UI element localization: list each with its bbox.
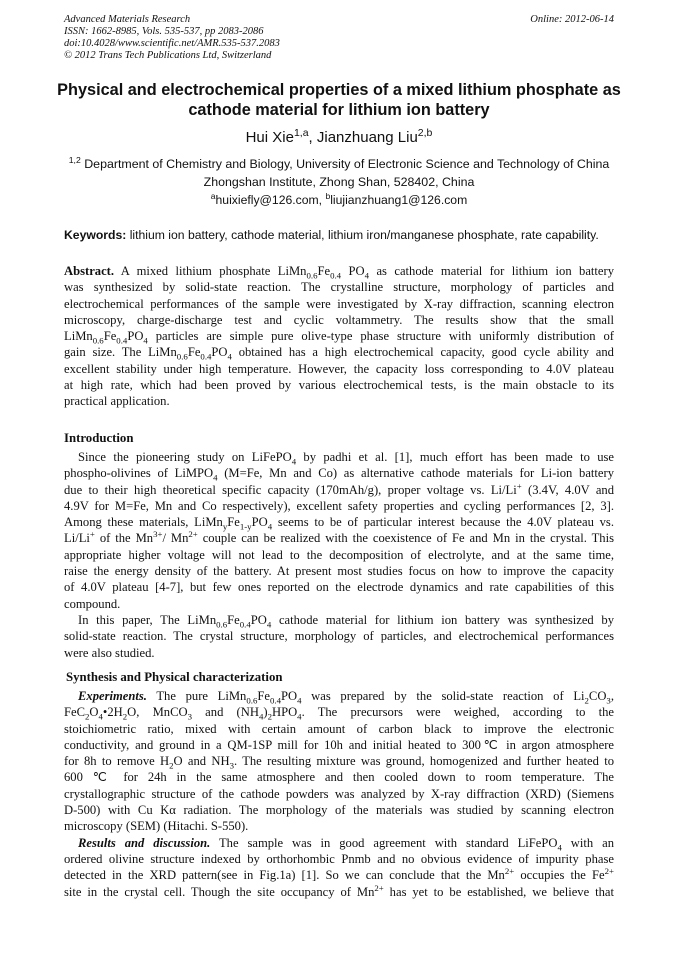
authors: Hui Xie$^{1,a}$, Jianzhuang Liu$^{2,b}$ — [245, 127, 433, 146]
text-line — [64, 361, 614, 377]
text-line — [64, 449, 614, 465]
line-text: raise the energy density of the battery. At present most studies focus on how to improve the capacity — [64, 564, 614, 579]
text-line — [64, 867, 614, 883]
text-line — [64, 393, 614, 409]
doi: doi:10.4028/www.scientific.net/AMR.535-537.2083 — [64, 38, 280, 49]
line-text: solid-state reaction. The crystal structure, morphology of particles, and electrochemical performances — [64, 629, 614, 644]
text-line — [64, 482, 614, 498]
line-text: due to their high theoretical specific capacity (170mAh/g), proper voltage vs. Li/Li+ (3.4V, 4.0V and — [64, 480, 615, 497]
text-line — [64, 579, 614, 595]
text-line — [64, 377, 614, 393]
text-line — [64, 263, 614, 279]
text-line — [64, 296, 614, 312]
line-text: ordered olivine structure indexed by orthorhombic Pnmb and no obvious evidence of impurity phase — [64, 851, 614, 866]
line-text: practical application. — [64, 394, 170, 409]
line-text: microscopy, charge-discharge test and cyclic voltammetry. The results show that the small — [64, 312, 614, 327]
section-heading: Synthesis and Physical characterization — [66, 670, 283, 684]
text-line — [64, 704, 614, 720]
line-text: The pure $LiMn_{0.6}Fe_{0.4}PO_4$ was prepared by the solid-state reaction of $Li_2CO_3$, — [146, 689, 614, 706]
text-line — [64, 547, 614, 563]
text-line — [64, 530, 614, 546]
text-line — [64, 835, 614, 851]
line-text: detected in the XRD pattern(see in Fig.1a) [1]. So we can conclude that the $Mn^{2+}$ occupies the $Fe^{2+}$ — [64, 866, 614, 883]
affiliation — [50, 155, 628, 191]
text-line — [64, 465, 614, 481]
text-line — [64, 884, 614, 900]
text-line — [64, 769, 614, 785]
line-text: microscopy (SEM) (Hitachi. S-550). — [64, 819, 249, 834]
line-text: gain size. The $LiMn_{0.6}Fe_{0.4}PO_4$ obtained has a high electrochemical capacity, good cycle ability and — [64, 345, 614, 362]
line-text: D-500) with Cu Kα radiation. The morphology of the materials was studied by scanning electron — [64, 803, 614, 818]
paragraph-label: Results and discussion. — [78, 835, 211, 850]
text-line — [64, 737, 614, 753]
publication-info — [64, 14, 280, 62]
line-text: 600 ℃ for 24h in the same atmosphere and then cooled down to room temperature. The — [64, 770, 614, 785]
text-line — [64, 498, 614, 514]
issn: ISSN: 1662-8985, Vols. 535-537, pp 2083-2086 — [64, 26, 264, 37]
text-line — [64, 596, 614, 612]
text-line — [64, 279, 614, 295]
text-line — [64, 688, 614, 704]
text-line — [64, 563, 614, 579]
text-line — [64, 612, 614, 628]
line-text: Since the pioneering study on LiFePO$_4$ by padhi et al. [1], much effort has been made to use — [78, 450, 615, 467]
line-text: of 4.0V plateau [4-7], but few ones reported on the electrode dynamics and rate capabilities of this — [64, 580, 614, 595]
line-text: stoichiometric ratio, mixed with certain amount of carbon black to improve the electronic — [64, 721, 614, 736]
copyright: © 2012 Trans Tech Publications Ltd, Switzerland — [64, 50, 272, 61]
text-line — [64, 802, 614, 818]
line-text: site in the crystal cell. Though the site occupancy of $Mn^{2+}$ has yet to be established, we believe that — [64, 882, 614, 899]
text-line — [64, 514, 614, 530]
keywords-label: Keywords: — [64, 228, 127, 242]
line-text: compound. — [64, 596, 121, 611]
line-text: was synthesized by solid-state reaction. The crystalline structure, morphology of particles and — [64, 280, 614, 295]
text-line — [64, 628, 614, 644]
paper-title — [50, 80, 628, 120]
keywords-text: lithium ion battery, cathode material, lithium iron/manganese phosphate, rate capability. — [126, 228, 599, 242]
line-text: A mixed lithium phosphate $LiMn_{0.6}Fe_{0.4}$ $PO_4$ as cathode material for lithium ion battery — [114, 264, 615, 281]
line-text: at high rate, which had been proved by various electrochemical tests, is the main obstacle to its — [64, 378, 614, 393]
text-line — [64, 753, 614, 769]
title-line: Physical and electrochemical properties of a mixed lithium phosphate as — [57, 81, 621, 99]
line-text: crystallographic structure of the cathode powders was analyzed by X-ray diffraction (XRD) (Siemens — [64, 786, 614, 801]
paragraph-label: Abstract. — [64, 264, 115, 278]
paragraph-label: Experiments. — [78, 689, 147, 703]
title-line: cathode material for lithium ion battery — [188, 101, 490, 119]
online-date: Online: 2012-06-14 — [530, 14, 614, 25]
text-line — [64, 851, 614, 867]
line-text: phospho-olivines of LiMPO$_4$ (M=Fe, Mn and Co) as alternative cathode materials for Li-ion battery — [64, 466, 615, 483]
line-text: conductivity, and ground in a QM-1SP mill for 10h and initial heated to 300℃ in argon atmosphere — [64, 737, 614, 752]
line-text: excellent stability under high temperature. However, the capacity loss corresponding to 4.0V plateau — [64, 361, 614, 376]
affiliation-line: Zhongshan Institute, Zhong Shan, 528402, China — [203, 175, 475, 189]
text-line — [64, 818, 614, 834]
line-text: were also studied. — [64, 645, 155, 660]
line-text: electrochemical performances of the sample were investigated by X-ray diffraction, scanning electron — [64, 296, 614, 311]
section-heading: Introduction — [64, 431, 134, 445]
introduction-section — [64, 430, 614, 661]
text-line — [64, 786, 614, 802]
synthesis-section — [66, 669, 614, 688]
line-text: 4.9V for M=Fe, Mn and Co respectively), excellent safety properties and cycling performances [2, 3]. — [64, 498, 614, 513]
line-text: The sample was in good agreement with standard LiFePO$_4$ with an — [210, 835, 614, 853]
text-line — [64, 344, 614, 360]
line-text: Li/Li+ of the $Mn^{3+}/$ $Mn^{2+}$ couple can be realized with the coexistence of Fe and Mn in the crystal. This — [64, 529, 614, 546]
affiliation-line: $^{1,2}$ Department of Chemistry and Biology, University of Electronic Science and Technology of China — [68, 154, 610, 171]
line-text: $FeC_2O_4•2H_2O$, MnCO$_3$ and $(NH_4)_2HPO_4$. The precursors were weighed, according to the — [64, 705, 614, 722]
keywords — [64, 228, 624, 242]
text-line — [64, 721, 614, 737]
line-text: appropriate higher voltage will not lead to the decomposition of electrolyte, and at the same time, — [64, 547, 614, 562]
line-text: Among these materials, $LiMn_yFe_{1-y}PO_4$ seems to be of particular interest because the 4.0V plateau vs. — [64, 515, 614, 532]
journal-name: Advanced Materials Research — [64, 14, 191, 25]
synthesis-body — [64, 688, 614, 900]
line-text: $LiMn_{0.6}Fe_{0.4}PO_4$ particles are simple pure olive-type phase structure with uniformly distribution of — [64, 329, 614, 346]
author-emails: $^a$huixiefly@126.com, $^b$liujianzhuang1@126.com — [210, 190, 468, 207]
line-text: for 8h to remove $H_2O$ and $NH_3$. The resulting mixture was ground, homogenized and further heated to — [64, 754, 615, 771]
text-line — [64, 328, 614, 344]
text-line — [64, 645, 614, 661]
text-line — [64, 312, 614, 328]
abstract — [64, 263, 614, 410]
line-text: In this paper, The $LiMn_{0.6}Fe_{0.4}PO_4$ cathode material for lithium ion battery was synthesized by — [78, 612, 614, 630]
